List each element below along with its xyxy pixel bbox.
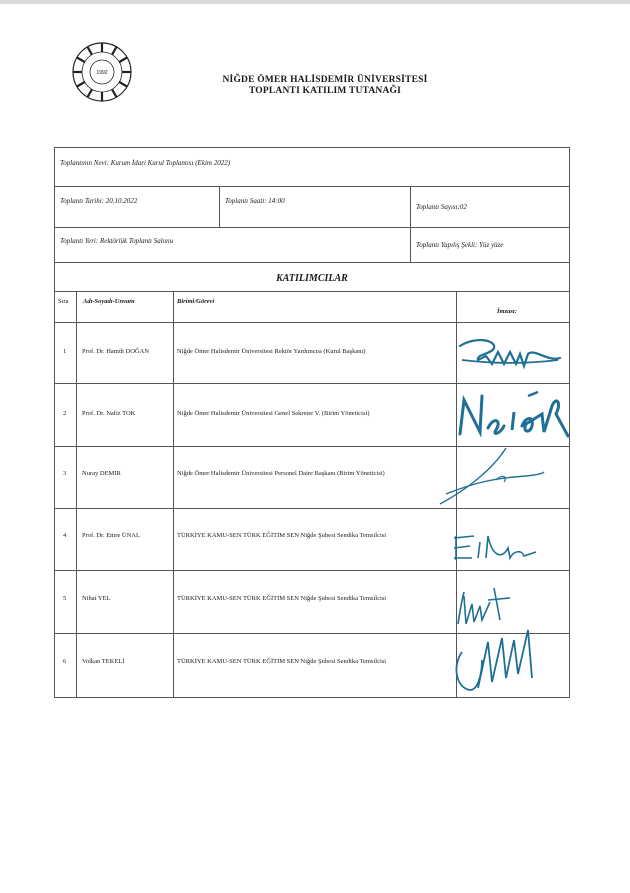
participant-name: Prof. Dr. Nafiz TOK xyxy=(82,410,136,417)
col-role: Birimi/Görevi xyxy=(177,298,215,305)
participant-name: Volkan TEKELİ xyxy=(82,658,125,665)
participants-header-row xyxy=(55,292,569,323)
participant-role: TÜRKİYE KAMU-SEN TÜRK EĞİTİM SEN Niğde Şubesi Sendika Temsilcisi xyxy=(177,658,387,665)
document-title: TOPLANTI KATILIM TUTANAĞI xyxy=(248,86,402,96)
meeting-date-row xyxy=(55,187,569,228)
scan-edge xyxy=(0,0,630,4)
col-name: Adı-Soyadı-Unvanı xyxy=(83,298,135,305)
divider xyxy=(173,509,174,570)
meeting-time: Toplantı Saati: 14:00 xyxy=(225,197,285,205)
divider xyxy=(76,384,77,446)
col-no: Sıra xyxy=(58,298,69,305)
participant-role: TÜRKİYE KAMU-SEN TÜRK EĞİTİM SEN Niğde Şubesi Sendika Temsilcisi xyxy=(177,595,387,602)
divider xyxy=(410,228,411,262)
divider xyxy=(173,447,174,508)
participant-no: 2 xyxy=(63,410,67,417)
participant-name: Nihat YEL xyxy=(82,595,111,602)
divider xyxy=(76,447,77,508)
divider xyxy=(173,292,174,322)
divider xyxy=(173,384,174,446)
divider xyxy=(219,187,220,227)
meeting-place-row xyxy=(55,228,569,263)
meeting-type: Toplantının Nevi: Kurum İdari Kurul Toplantısı (Ekim 2022) xyxy=(60,159,231,167)
divider xyxy=(173,323,174,383)
participant-role: Niğde Ömer Halisdemir Üniversitesi Genel Sekreter V. (Birim Yöneticisi) xyxy=(177,410,370,417)
signature-4 xyxy=(452,530,542,566)
divider xyxy=(76,292,77,322)
divider xyxy=(410,187,411,227)
participant-no: 3 xyxy=(63,470,67,477)
signature-3 xyxy=(436,440,546,510)
participant-no: 1 xyxy=(63,348,67,355)
meeting-count: Toplantı Sayısı:02 xyxy=(416,203,467,211)
signature-6 xyxy=(448,622,544,696)
divider xyxy=(76,571,77,633)
divider xyxy=(76,634,77,697)
participant-no: 6 xyxy=(63,658,67,665)
svg-text:1992: 1992 xyxy=(96,70,108,76)
divider xyxy=(76,509,77,570)
university-name: NİĞDE ÖMER HALİSDEMİR ÜNİVERSİTESİ xyxy=(222,75,428,85)
col-signature: İmzası: xyxy=(497,308,517,315)
signature-2 xyxy=(452,386,572,446)
meeting-date: Toplantı Tarihi: 20.10.2022 xyxy=(60,197,138,205)
signature-1 xyxy=(456,334,562,374)
participant-name: Nuray DEMİR xyxy=(82,470,121,477)
divider xyxy=(456,292,457,322)
university-logo xyxy=(62,38,140,106)
participant-name: Prof. Dr. Hamdi DOĞAN xyxy=(82,348,149,355)
divider xyxy=(76,323,77,383)
participant-name: Prof. Dr. Emre ÜNAL xyxy=(82,532,140,539)
participants-title-row xyxy=(55,263,569,292)
participant-role: TÜRKİYE KAMU-SEN TÜRK EĞİTİM SEN Niğde Şubesi Sendika Temsilcisi xyxy=(177,532,387,539)
participant-no: 5 xyxy=(63,595,67,602)
divider xyxy=(173,634,174,697)
divider xyxy=(173,571,174,633)
participant-role: Niğde Ömer Halisdemir Üniversitesi Personel Daire Başkanı (Birim Yöneticisi) xyxy=(177,470,385,477)
meeting-mode: Toplantı Yapılış Şekli: Yüz yüze xyxy=(416,241,504,249)
participant-no: 4 xyxy=(63,532,67,539)
participants-title: KATILIMCILAR xyxy=(276,273,348,284)
meeting-place: Toplantı Yeri: Rektörlük Toplantı Salonu xyxy=(60,237,174,245)
document-header xyxy=(160,75,490,97)
university-seal-icon xyxy=(62,38,140,106)
participant-role: Niğde Ömer Halisdemir Üniversitesi Rektör Yardımcısı (Kurul Başkanı) xyxy=(177,348,366,355)
meeting-type-row xyxy=(55,148,569,187)
